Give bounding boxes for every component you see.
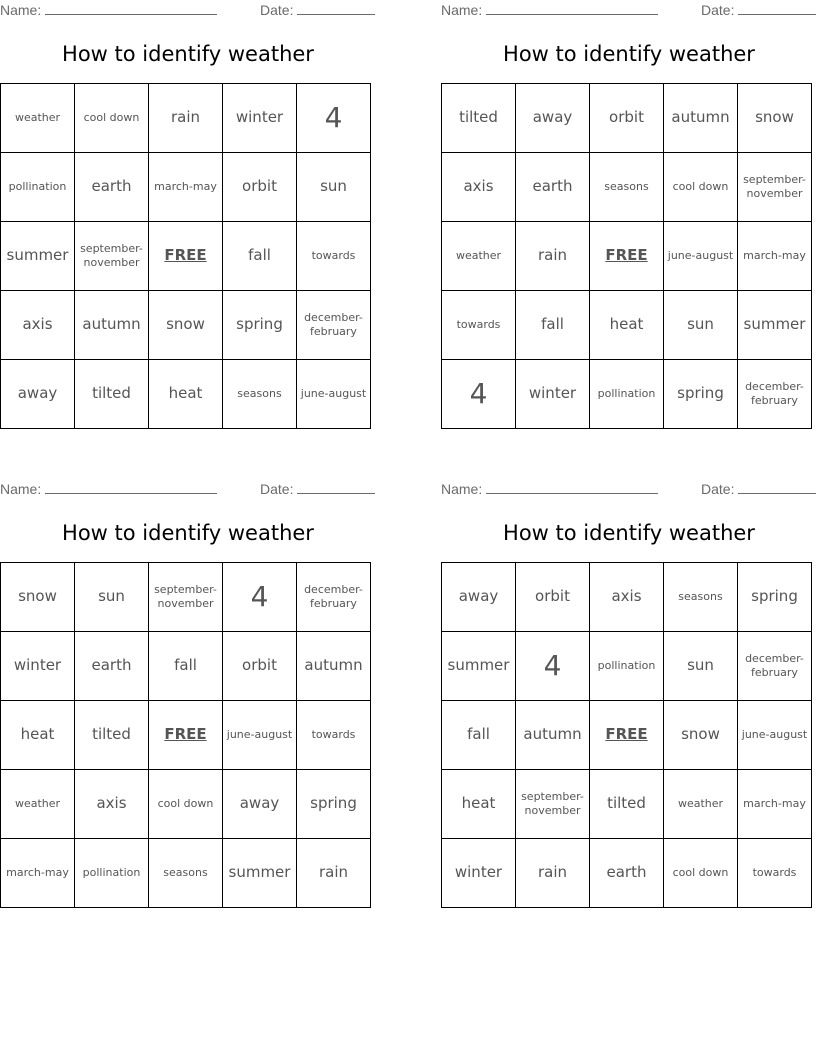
grid-cell: heat xyxy=(442,770,516,839)
grid-cell: spring xyxy=(738,563,812,632)
grid-cell: fall xyxy=(223,222,297,291)
date-line xyxy=(738,2,816,15)
name-field xyxy=(441,2,658,18)
grid-cell: away xyxy=(1,360,75,429)
bingo-card xyxy=(0,0,376,403)
name-field xyxy=(441,481,658,497)
grid-cell: june-august xyxy=(738,701,812,770)
card-title: How to identify weather xyxy=(503,42,755,66)
bingo-card xyxy=(441,479,816,882)
grid-cell: earth xyxy=(590,839,664,908)
grid-cell: autumn xyxy=(516,701,590,770)
card-title: How to identify weather xyxy=(503,521,755,545)
grid-cell: december-february xyxy=(738,360,812,429)
grid-cell: summer xyxy=(223,839,297,908)
grid-row xyxy=(442,84,812,153)
card-title: How to identify weather xyxy=(62,42,314,66)
grid-row xyxy=(1,770,371,839)
grid-cell: tilted xyxy=(442,84,516,153)
grid-cell: autumn xyxy=(297,632,371,701)
grid-cell: snow xyxy=(664,701,738,770)
grid-cell: summer xyxy=(1,222,75,291)
grid-row xyxy=(1,84,371,153)
date-field xyxy=(260,2,375,18)
free-cell: FREE xyxy=(590,701,664,770)
grid-cell: summer xyxy=(442,632,516,701)
date-line xyxy=(297,2,375,15)
grid-cell: tilted xyxy=(590,770,664,839)
grid-row xyxy=(442,770,812,839)
grid-cell: september-november xyxy=(75,222,149,291)
bingo-grid xyxy=(0,83,371,429)
grid-cell: earth xyxy=(75,153,149,222)
grid-cell: 4 xyxy=(516,632,590,701)
grid-cell: weather xyxy=(1,84,75,153)
name-line xyxy=(486,2,658,15)
name-line xyxy=(45,481,217,494)
grid-cell: snow xyxy=(738,84,812,153)
grid-cell: towards xyxy=(297,222,371,291)
grid-cell: orbit xyxy=(223,153,297,222)
bingo-card xyxy=(0,479,376,882)
grid-cell: 4 xyxy=(297,84,371,153)
grid-cell: away xyxy=(516,84,590,153)
grid-cell: september-november xyxy=(738,153,812,222)
grid-cell: pollination xyxy=(590,632,664,701)
grid-cell: winter xyxy=(223,84,297,153)
grid-cell: axis xyxy=(590,563,664,632)
grid-cell: away xyxy=(223,770,297,839)
grid-row xyxy=(442,563,812,632)
grid-cell: rain xyxy=(149,84,223,153)
date-label: Date: xyxy=(701,481,735,497)
card-title: How to identify weather xyxy=(62,521,314,545)
grid-cell: fall xyxy=(516,291,590,360)
date-label: Date: xyxy=(260,481,294,497)
card-header xyxy=(441,479,816,501)
grid-cell: autumn xyxy=(664,84,738,153)
grid-cell: september-november xyxy=(149,563,223,632)
grid-cell: pollination xyxy=(590,360,664,429)
grid-cell: rain xyxy=(297,839,371,908)
grid-cell: heat xyxy=(149,360,223,429)
grid-cell: march-may xyxy=(738,222,812,291)
grid-row xyxy=(1,222,371,291)
grid-cell: sun xyxy=(297,153,371,222)
grid-cell: march-may xyxy=(149,153,223,222)
grid-cell: summer xyxy=(738,291,812,360)
grid-cell: heat xyxy=(1,701,75,770)
grid-cell: earth xyxy=(516,153,590,222)
grid-cell: march-may xyxy=(1,839,75,908)
card-header xyxy=(0,0,376,22)
grid-cell: march-may xyxy=(738,770,812,839)
grid-cell: autumn xyxy=(75,291,149,360)
grid-cell: towards xyxy=(297,701,371,770)
bingo-grid xyxy=(441,83,812,429)
grid-cell: seasons xyxy=(223,360,297,429)
name-label: Name: xyxy=(0,2,42,18)
date-line xyxy=(738,481,816,494)
grid-row xyxy=(1,701,371,770)
grid-cell: spring xyxy=(664,360,738,429)
name-line xyxy=(45,2,217,15)
grid-cell: sun xyxy=(664,632,738,701)
grid-cell: december-february xyxy=(738,632,812,701)
grid-cell: away xyxy=(442,563,516,632)
grid-row xyxy=(442,153,812,222)
grid-cell: 4 xyxy=(223,563,297,632)
grid-cell: towards xyxy=(738,839,812,908)
bingo-grid xyxy=(441,562,812,908)
grid-row xyxy=(1,291,371,360)
grid-row xyxy=(442,839,812,908)
grid-cell: weather xyxy=(1,770,75,839)
grid-cell: pollination xyxy=(1,153,75,222)
grid-row xyxy=(442,632,812,701)
name-field xyxy=(0,481,217,497)
grid-cell: seasons xyxy=(149,839,223,908)
date-line xyxy=(297,481,375,494)
bingo-grid xyxy=(0,562,371,908)
grid-row xyxy=(1,563,371,632)
free-cell: FREE xyxy=(590,222,664,291)
date-field xyxy=(260,481,375,497)
grid-row xyxy=(1,360,371,429)
grid-cell: winter xyxy=(516,360,590,429)
grid-cell: june-august xyxy=(297,360,371,429)
date-label: Date: xyxy=(260,2,294,18)
free-cell: FREE xyxy=(149,701,223,770)
date-field xyxy=(701,2,816,18)
name-field xyxy=(0,2,217,18)
grid-cell: rain xyxy=(516,839,590,908)
grid-row xyxy=(442,222,812,291)
grid-cell: tilted xyxy=(75,701,149,770)
grid-cell: sun xyxy=(75,563,149,632)
grid-row xyxy=(1,153,371,222)
name-label: Name: xyxy=(441,481,483,497)
grid-row xyxy=(1,632,371,701)
grid-cell: spring xyxy=(297,770,371,839)
card-header xyxy=(0,479,376,501)
grid-cell: weather xyxy=(664,770,738,839)
grid-cell: snow xyxy=(1,563,75,632)
grid-cell: december-february xyxy=(297,563,371,632)
date-field xyxy=(701,481,816,497)
grid-cell: cool down xyxy=(664,839,738,908)
grid-cell: orbit xyxy=(516,563,590,632)
name-label: Name: xyxy=(0,481,42,497)
grid-cell: snow xyxy=(149,291,223,360)
grid-row xyxy=(1,839,371,908)
grid-row xyxy=(442,291,812,360)
grid-cell: seasons xyxy=(590,153,664,222)
grid-cell: earth xyxy=(75,632,149,701)
name-line xyxy=(486,481,658,494)
free-cell: FREE xyxy=(149,222,223,291)
grid-cell: june-august xyxy=(223,701,297,770)
grid-cell: rain xyxy=(516,222,590,291)
grid-cell: heat xyxy=(590,291,664,360)
grid-cell: cool down xyxy=(149,770,223,839)
grid-cell: fall xyxy=(442,701,516,770)
grid-cell: axis xyxy=(1,291,75,360)
grid-cell: winter xyxy=(1,632,75,701)
card-header xyxy=(441,0,816,22)
grid-cell: seasons xyxy=(664,563,738,632)
grid-cell: winter xyxy=(442,839,516,908)
date-label: Date: xyxy=(701,2,735,18)
grid-cell: cool down xyxy=(75,84,149,153)
name-label: Name: xyxy=(441,2,483,18)
bingo-card xyxy=(441,0,816,410)
grid-row xyxy=(442,360,812,429)
grid-row xyxy=(442,701,812,770)
grid-cell: cool down xyxy=(664,153,738,222)
grid-cell: spring xyxy=(223,291,297,360)
grid-cell: towards xyxy=(442,291,516,360)
grid-cell: tilted xyxy=(75,360,149,429)
grid-cell: 4 xyxy=(442,360,516,429)
grid-cell: orbit xyxy=(590,84,664,153)
grid-cell: september-november xyxy=(516,770,590,839)
grid-cell: june-august xyxy=(664,222,738,291)
grid-cell: axis xyxy=(442,153,516,222)
grid-cell: weather xyxy=(442,222,516,291)
grid-cell: sun xyxy=(664,291,738,360)
grid-cell: december-february xyxy=(297,291,371,360)
grid-cell: pollination xyxy=(75,839,149,908)
grid-cell: axis xyxy=(75,770,149,839)
grid-cell: orbit xyxy=(223,632,297,701)
grid-cell: fall xyxy=(149,632,223,701)
